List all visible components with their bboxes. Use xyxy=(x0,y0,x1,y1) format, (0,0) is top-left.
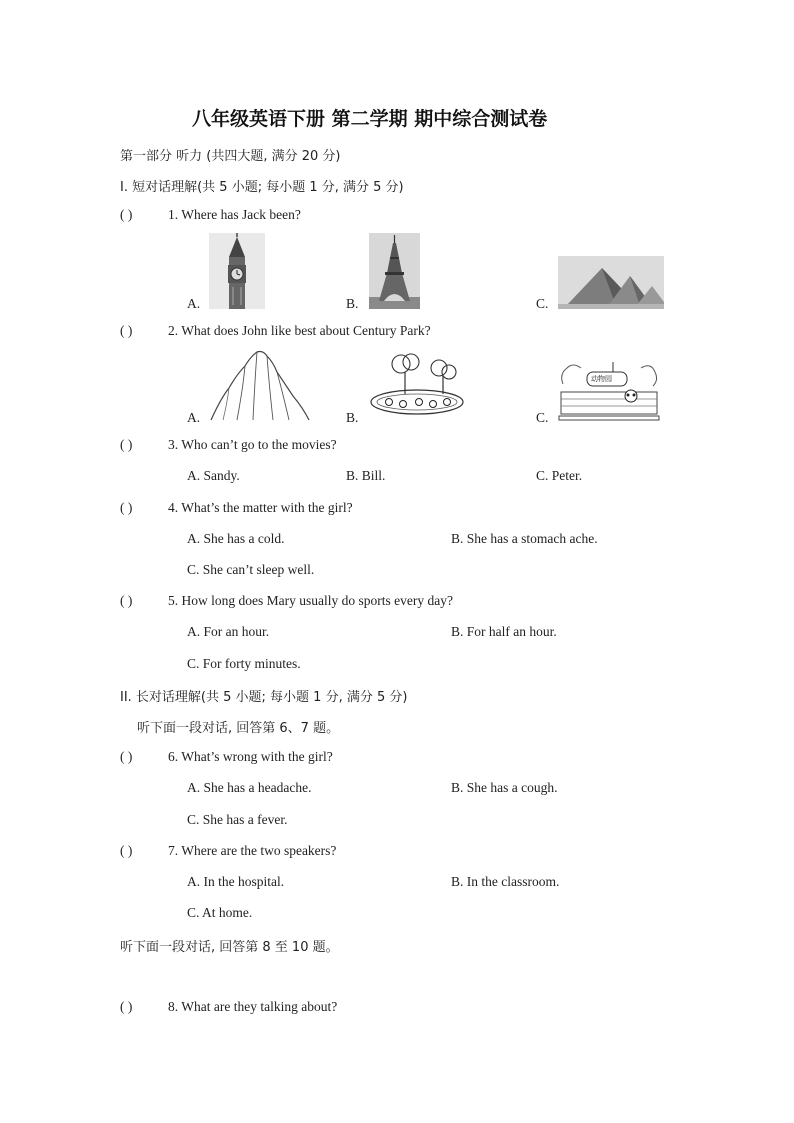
question-8: 8. What are they talking about? xyxy=(168,999,338,1014)
question-7: 7. Where are the two speakers? xyxy=(168,843,337,858)
answer-blank-6[interactable]: ( ) xyxy=(120,749,133,764)
q1-option-c-label: C. xyxy=(536,296,549,311)
question-5: 5. How long does Mary usually do sports every day? xyxy=(168,593,453,608)
q2-option-a-label: A. xyxy=(187,410,201,425)
q3-option-b: B. Bill. xyxy=(346,468,386,483)
section-two-instruction-b: 听下面一段对话, 回答第 8 至 10 题。 xyxy=(120,940,339,955)
question-4: 4. What’s the matter with the girl? xyxy=(168,500,353,515)
q6-option-b: B. She has a cough. xyxy=(451,780,558,795)
section-two-instruction-a: 听下面一段对话, 回答第 6、7 题。 xyxy=(137,721,340,736)
mountain-icon xyxy=(207,348,313,422)
answer-blank-7[interactable]: ( ) xyxy=(120,843,133,858)
q2-option-b-label: B. xyxy=(346,410,359,425)
q4-option-a: A. She has a cold. xyxy=(187,531,285,546)
pyramids-icon xyxy=(558,256,664,309)
q5-option-a: A. For an hour. xyxy=(187,624,270,639)
section-two-heading: II. 长对话理解(共 5 小题; 每小题 1 分, 满分 5 分) xyxy=(120,690,408,705)
q5-option-c: C. For forty minutes. xyxy=(187,656,301,671)
big-ben-icon xyxy=(209,233,265,309)
zoo-sign-text: 动物园 xyxy=(591,375,612,383)
q3-option-a: A. Sandy. xyxy=(187,468,240,483)
answer-blank-1[interactable]: ( ) xyxy=(120,207,133,222)
q1-option-b-label: B. xyxy=(346,296,359,311)
q5-option-b: B. For half an hour. xyxy=(451,624,557,639)
part-one-heading: 第一部分 听力 (共四大题, 满分 20 分) xyxy=(120,149,341,164)
q4-option-b: B. She has a stomach ache. xyxy=(451,531,598,546)
question-3: 3. Who can’t go to the movies? xyxy=(168,437,337,452)
q7-option-a: A. In the hospital. xyxy=(187,874,285,889)
q4-option-c: C. She can’t sleep well. xyxy=(187,562,315,577)
question-6: 6. What’s wrong with the girl? xyxy=(168,749,333,764)
q2-option-c-label: C. xyxy=(536,410,549,425)
section-one-heading: I. 短对话理解(共 5 小题; 每小题 1 分, 满分 5 分) xyxy=(120,180,404,195)
eiffel-tower-icon xyxy=(369,233,420,309)
q7-option-c: C. At home. xyxy=(187,905,253,920)
q1-option-a-label: A. xyxy=(187,296,201,311)
question-1: 1. Where has Jack been? xyxy=(168,207,301,222)
q7-option-b: B. In the classroom. xyxy=(451,874,560,889)
q6-option-a: A. She has a headache. xyxy=(187,780,312,795)
answer-blank-3[interactable]: ( ) xyxy=(120,437,133,452)
answer-blank-4[interactable]: ( ) xyxy=(120,500,133,515)
page-title: 八年级英语下册 第二学期 期中综合测试卷 xyxy=(192,108,548,130)
q3-option-c: C. Peter. xyxy=(536,468,583,483)
q6-option-c: C. She has a fever. xyxy=(187,812,288,827)
zoo-icon xyxy=(557,360,661,422)
answer-blank-2[interactable]: ( ) xyxy=(120,323,133,338)
flower-lake-icon xyxy=(367,352,473,418)
answer-blank-5[interactable]: ( ) xyxy=(120,593,133,608)
answer-blank-8[interactable]: ( ) xyxy=(120,999,133,1014)
question-2: 2. What does John like best about Century Park? xyxy=(168,323,431,338)
